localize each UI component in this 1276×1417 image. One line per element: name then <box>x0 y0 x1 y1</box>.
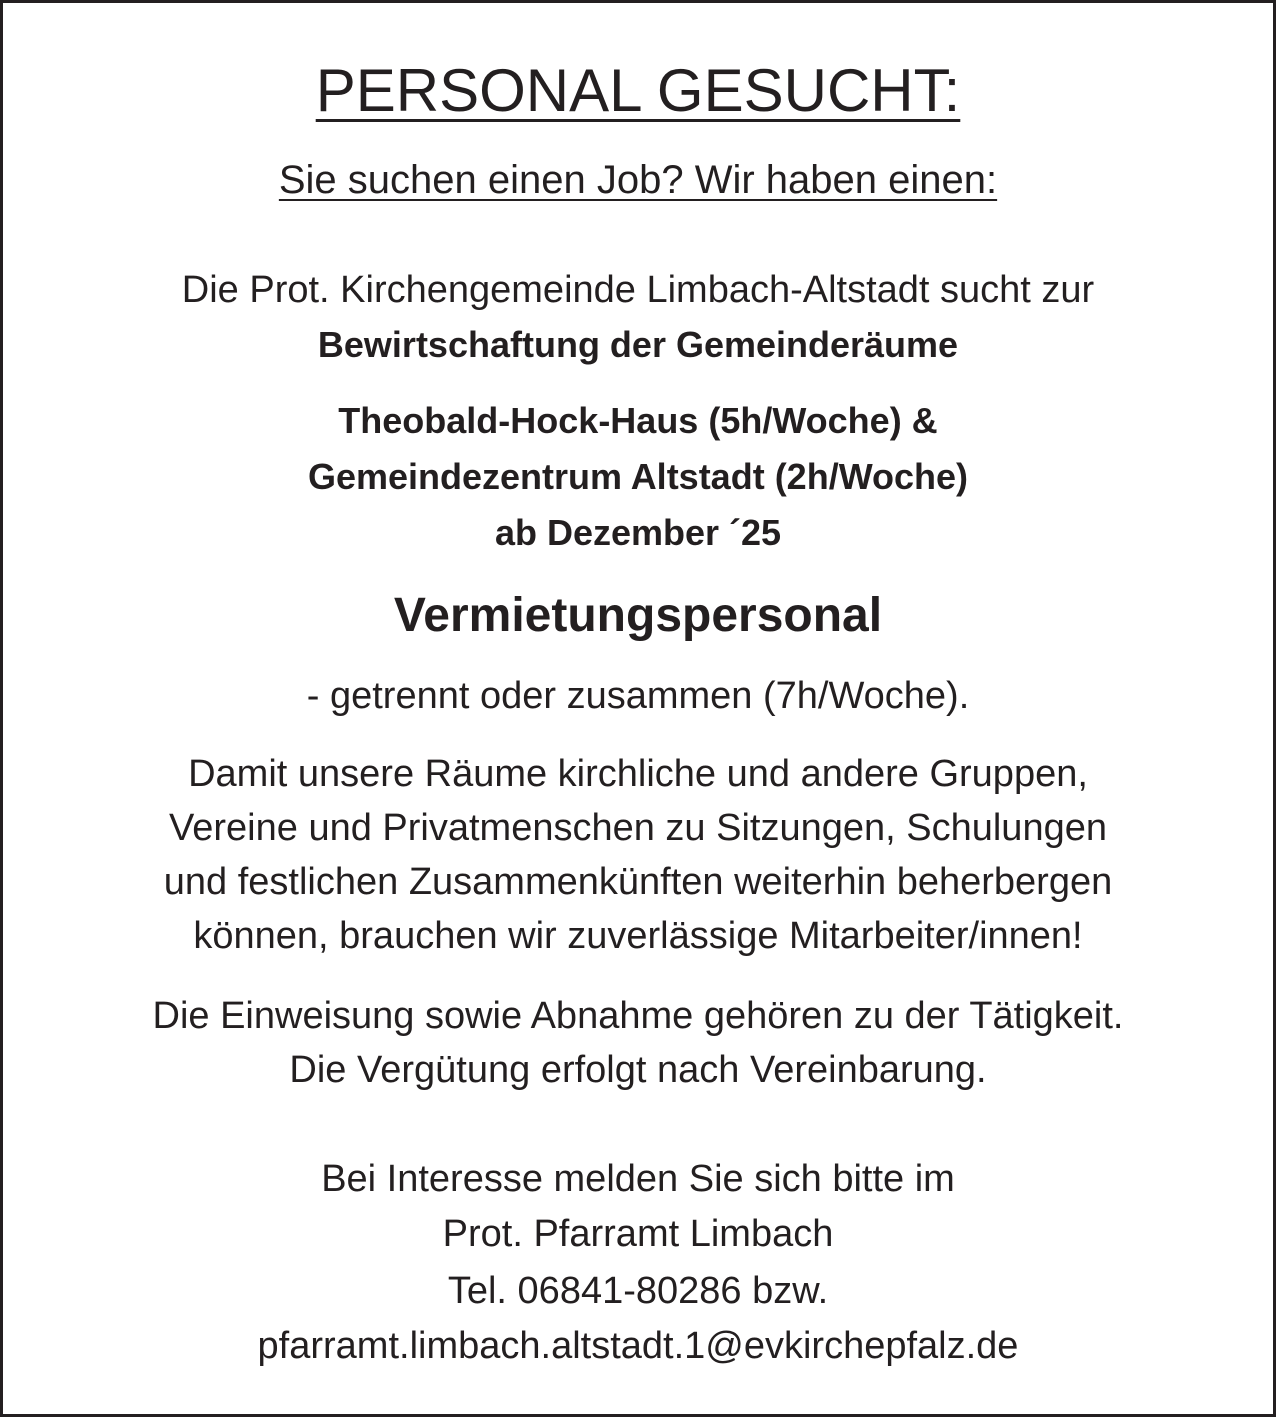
start-date: ab Dezember ´25 <box>494 512 782 553</box>
description-line: Damit unsere Räume kirchliche und andere Gruppen, <box>188 753 1088 795</box>
contact-office: Prot. Pfarramt Limbach <box>442 1213 834 1255</box>
location-line: Theobald-Hock-Haus (5h/Woche) & <box>338 400 938 441</box>
contact-intro: Bei Interesse melden Sie sich bitte im <box>321 1158 955 1200</box>
hours-note: - getrennt oder zusammen (7h/Woche). <box>306 675 970 717</box>
contact-email: pfarramt.limbach.altstadt.1@evkirchepfalz.de <box>257 1325 1019 1367</box>
description-line: können, brauchen wir zuverlässige Mitarbeiter/innen! <box>193 915 1083 957</box>
location-line: Gemeindezentrum Altstadt (2h/Woche) <box>307 456 969 497</box>
task-text: Bewirtschaftung der Gemeinderäume <box>317 324 959 365</box>
intro-text: Die Prot. Kirchengemeinde Limbach-Altstadt sucht zur <box>181 269 1095 311</box>
position-title: Vermietungspersonal <box>393 589 883 642</box>
ad-title: PERSONAL GESUCHT: <box>315 57 961 124</box>
duties-line: Die Einweisung sowie Abnahme gehören zu der Tätigkeit. <box>152 995 1124 1037</box>
duties-line: Die Vergütung erfolgt nach Vereinbarung. <box>289 1049 987 1091</box>
ad-subtitle: Sie suchen einen Job? Wir haben einen: <box>278 158 998 202</box>
description-line: Vereine und Privatmenschen zu Sitzungen, Schulungen <box>169 807 1107 849</box>
contact-phone: Tel. 06841-80286 bzw. <box>447 1270 829 1312</box>
description-line: und festlichen Zusammenkünften weiterhin beherbergen <box>163 861 1113 903</box>
